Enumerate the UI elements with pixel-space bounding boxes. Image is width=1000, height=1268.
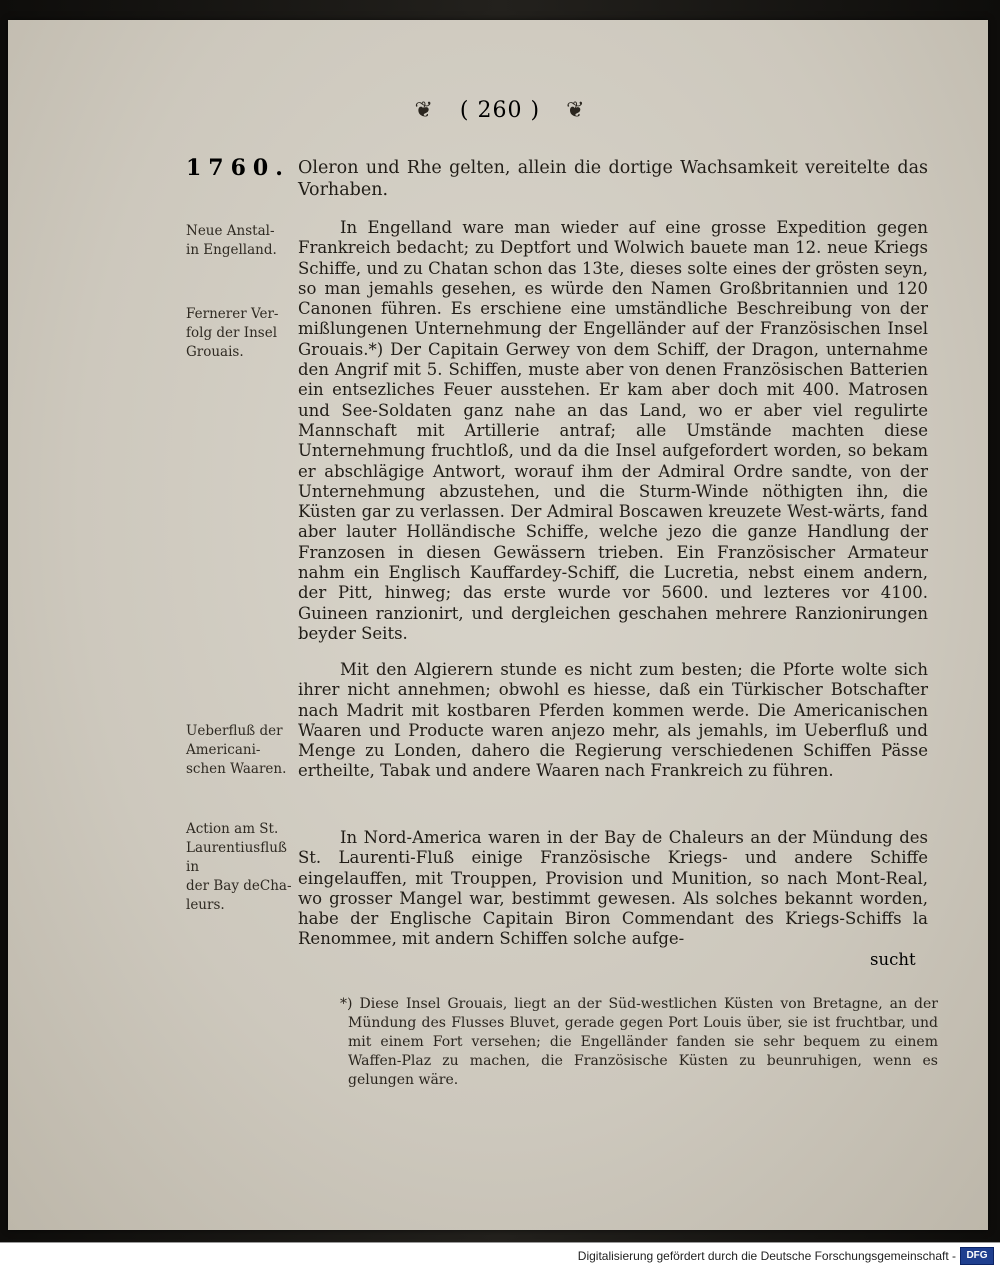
running-head [0,98,1000,123]
paragraph-engelland: In Engelland ware man wieder auf eine grosse Expedition gegen Frankreich bedacht; zu Deptfort und Wolwich bauete man 12. neue Kriegs Schiffe, und zu Chatan schon das 13te, dieses solte eines der grösten seyn, so man jemahls gesehen, es würde den Namen Großbritannien und 120 Canonen führen. Es erschiene eine umständliche Beschreibung von der mißlungenen Unternehmung der Engelländer auf der Französischen Insel Grouais.*) Der Capitain Gerwey von dem Schiff, der Dragon, unternahme den Angrif mit 5. Schiffen, muste aber von denen Französischen Batterien ein entsezliches Feuer ausstehen. Er kam aber doch mit 400. Matrosen und See-Soldaten ganz nahe an das Land, wo er aber viel regulirte Mannschaft mit Artillerie antraf; alle Umstände machten diese Unternehmung fruchtloß, und da die Insel aufgefordert worden, so bekam er abschlägige Antwort, worauf ihm der Admiral Ordre sandte, von der Unternehmung abzustehen, und die Sturm-Winde nöthigten ihn, die Küsten gar zu verlassen. Der Admiral Boscawen kreuzete West-wärts, fand aber lauter Holländische Schiffe, welche jezo die ganze Handlung der Franzosen in diesen Gewässern trieben. Ein Französischer Armateur nahm ein Englisch Kauffardey-Schiff, die Lucretia, nebst einem andern, der Pitt, hinweg; das erste wurde vor 5600. und lezteres vor 4100. Guineen ranzionirt, und dergleichen geschahen mehrere Ranzionirungen beyder Seits. [298,218,928,643]
paragraph-continuation: Oleron und Rhe gelten, allein die dortige Wachsamkeit vereitelte das Vorhaben. [298,158,928,200]
right-ornament-icon: ❦ [566,98,586,123]
page-number: ( 260 ) [459,98,541,123]
left-ornament-icon: ❦ [414,98,434,123]
footnote: *) Diese Insel Grouais, liegt an der Süd-westlichen Küsten von Bretagne, an der Mündung des Flusses Bluvet, gerade gegen Port Louis über, sie ist fruchtbar, und mit einem Fort versehen; die Engelländer fanden sie sehr bequem zu einem Waffen-Plaz zu machen, die Französische Küsten zu beunruhigen, wenn es gelungen wäre. [340,996,938,1088]
paragraph-nord-america: In Nord-America waren in der Bay de Chaleurs an der Mündung des St. Laurenti-Fluß einige Französische Kriegs- und andere Schiffe eingelauffen, mit Trouppen, Provision und Munition, so nach Mont-Real, wo grosser Mangel war, bestimmt gewesen. Als solches bekannt worden, habe der Englische Capitain Biron Commendant des Kriegs-Schiffs la Renommee, mit andern Schiffen solche aufge- [298,828,928,949]
credit-bar [0,1242,1000,1268]
margin-note-ueberfluss: Ueberfluß der Americani- schen Waaren. [186,723,287,777]
paragraph-algierer: Mit den Algierern stunde es nicht zum besten; die Pforte wolte sich ihrer nicht annehmen; obwohl es hiesse, daß ein Türkischer Botschafter nach Madrit mit kostbaren Pferden kommen werde. Die Americanischen Waaren und Producte waren anjezo mehr, als jemahls, im Ueberfluß und Menge zu Londen, dahero die Regierung verschiedenen Schiffen Pässe ertheilte, Tabak und andere Waaren nach Frankreich zu führen. [298,660,928,781]
year-marker: 1760. [186,155,290,181]
margin-note-action-st-laurent: Action am St. Laurentiusfluß in der Bay deCha- leurs. [186,821,292,913]
margin-note-neue-anstalten: Neue Anstal- in Engelland. [186,223,277,258]
credit-text: Digitalisierung gefördert durch die Deutsche Forschungsgemeinschaft - [577,1249,956,1263]
dfg-logo[interactable]: DFG [960,1247,994,1265]
catchword: sucht [870,950,916,969]
margin-note-grouais: Fernerer Ver- folg der Insel Grouais. [186,306,279,360]
